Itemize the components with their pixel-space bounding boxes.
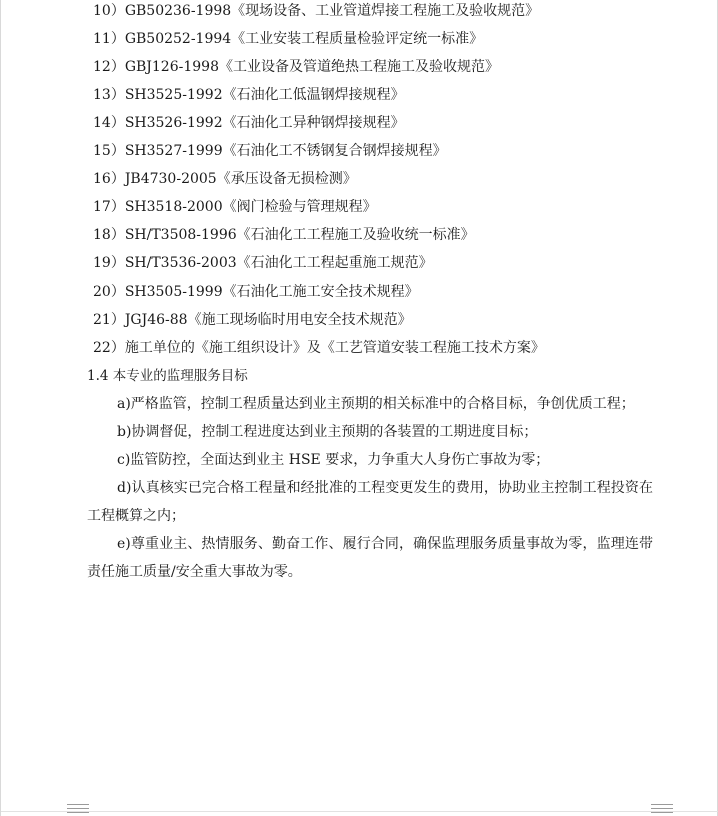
- reference-item: 12）GBJ126-1998《工业设备及管道绝热工程施工及验收规范》: [93, 59, 499, 75]
- goal-paragraph: b)协调督促，控制工程进度达到业主预期的各装置的工期进度目标；: [117, 424, 538, 440]
- reference-item: 17）SH3518-2000《阀门检验与管理规程》: [93, 199, 377, 215]
- goal-paragraph: e)尊重业主、热情服务、勤奋工作、履行合同，确保监理服务质量事故为零，监理连带责任施工质量/安全重大事故为零。: [87, 536, 653, 580]
- reference-item: 16）JB4730-2005《承压设备无损检测》: [93, 171, 357, 187]
- reference-item: 11）GB50252-1994《工业安装工程质量检验评定统一标准》: [93, 31, 484, 47]
- reference-item: 21）JGJ46-88《施工现场临时用电安全技术规范》: [93, 312, 412, 328]
- page-bottom-rule: [1, 811, 718, 812]
- reference-item: 13）SH3525-1992《石油化工低温钢焊接规程》: [93, 87, 405, 103]
- reference-item: 15）SH3527-1999《石油化工不锈钢复合钢焊接规程》: [93, 143, 447, 159]
- reference-item: 20）SH3505-1999《石油化工施工安全技术规程》: [93, 284, 419, 300]
- goal-paragraph: a)严格监管，控制工程质量达到业主预期的相关标准中的合格目标，争创优质工程；: [117, 396, 635, 412]
- reference-item: 22）施工单位的《施工组织设计》及《工艺管道安装工程施工技术方案》: [93, 340, 545, 356]
- reference-item: 10）GB50236-1998《现场设备、工业管道焊接工程施工及验收规范》: [93, 3, 540, 19]
- goal-paragraph: d)认真核实已完合格工程量和经批准的工程变更发生的费用，协助业主控制工程投资在工程概算之内；: [87, 480, 653, 524]
- page-corner-mark-right: [651, 804, 673, 816]
- reference-item: 18）SH/T3508-1996《石油化工工程施工及验收统一标准》: [93, 227, 475, 243]
- page-corner-mark-left: [67, 804, 89, 816]
- reference-item: 19）SH/T3536-2003《石油化工工程起重施工规范》: [93, 255, 433, 271]
- goal-paragraph: c)监管防控，全面达到业主 HSE 要求，力争重大人身伤亡事故为零；: [117, 452, 550, 468]
- section-heading: 1.4 本专业的监理服务目标: [87, 368, 248, 384]
- reference-item: 14）SH3526-1992《石油化工异种钢焊接规程》: [93, 115, 405, 131]
